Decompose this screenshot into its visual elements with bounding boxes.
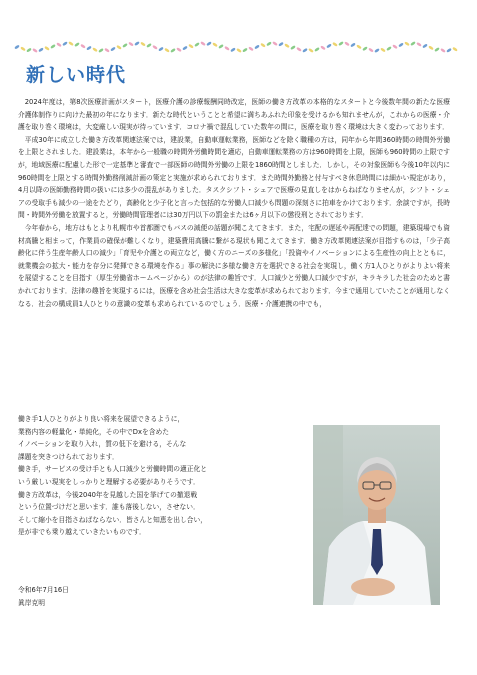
garland-leaf — [422, 43, 428, 48]
garland-leaf — [80, 44, 86, 49]
garland-leaf — [188, 44, 194, 49]
paragraph: 今年春から，地方はもとより札幌市や首都圏でもバスの減便の話題が聞こえてきます．また，宅配の遅延や再配達での問題，建築現場でも資材高騰と相まって，作業員の確保が難しくなり，建築費用高騰に繋がる現状も聞こえてきます．働き方改革関連法案が目指すものは，「少子高齢化に伴う生産年齢人口の減少」「育児や介護との両立など，働く方のニーズの多様化」「投資やイノベーションによる生産性の向上とともに，就業機会の拡大・能力を存分に発揮できる環境を作る」事の解決に多様な働き方を選択できる社会を実現し，働く方1人ひとりがよりよい将来を展望することを目指す（厚生労働省ホームページから）のが法律の趣旨です．人口減少と労働人口減少ですが，キラキラした社会のためと書かれております．法律の趣旨を実現するには，医療を含め社会生活は大きな変革が求められております．今まで通用していたことが通用しなくなる．社会の構成員1人ひとりの意識の変革も求められているのでしょう．医療・介護連携の中でも， — [18, 223, 450, 308]
garland-leaf — [98, 48, 104, 53]
garland-leaf — [332, 42, 338, 47]
garland-leaf — [392, 44, 398, 49]
garland-leaf — [446, 48, 452, 53]
garland-leaf — [182, 46, 188, 51]
garland-leaf — [344, 41, 350, 46]
garland-leaf — [20, 46, 26, 51]
garland-leaf — [212, 42, 218, 47]
garland-leaf — [206, 41, 212, 46]
text-line: 是が非でも乗り越えていきたいものです． — [18, 528, 146, 537]
paragraph: 2024年度は，第8次医療計画がスタート，医療介護の診療報酬同時改定，医師の働き方改革の本格的なスタートと今後数年間の新たな医療介護体制作りに向けた最初の年になります．新たな時代ということと希望に満ちあふれた印象を受けるかも知れませんが，これからの医療・介護を取り巻く環境は，大変厳しい現実が待っています．コロナ禍で混乱していた数年の間に，医療を取り巻く環境は大きく変わっております． — [18, 98, 450, 132]
garland-leaf — [242, 48, 248, 53]
garland-leaf — [440, 48, 446, 53]
garland-leaf — [356, 44, 362, 49]
garland-leaf — [296, 47, 302, 52]
garland-leaf — [308, 48, 314, 53]
garland-leaf — [278, 42, 284, 47]
garland-leaf — [56, 42, 62, 47]
garland-leaf — [32, 48, 38, 53]
text-line: 課題を突きつけられております． — [18, 452, 119, 461]
garland-leaf — [140, 41, 146, 46]
garland-leaf — [452, 47, 458, 52]
garland-leaf — [26, 48, 32, 53]
main-article — [18, 96, 450, 310]
garland-leaf — [434, 47, 440, 52]
garland-leaf — [224, 46, 230, 51]
decorative-garland — [14, 40, 460, 54]
text-line: 働き方改革は，今後2040年を見越した国を挙げての撤退戦 — [18, 490, 198, 499]
garland-leaf — [218, 44, 224, 49]
garland-leaf — [92, 47, 98, 52]
garland-leaf — [386, 46, 392, 51]
garland-leaf — [416, 42, 422, 47]
garland-leaf — [398, 42, 404, 47]
garland-leaf — [110, 46, 116, 51]
signature-date: 令和6年7月16日 — [18, 586, 69, 594]
garland-leaf — [50, 44, 56, 49]
garland-leaf — [338, 41, 344, 46]
author-photo — [313, 425, 440, 605]
paragraph: 平成30年に成立した働き方改革関連法案では，建設業，自動車運転業務，医師などを除く職種の方は，同年から年間360時間の時間外労働を上限とされました．建設業は，本年から一般職の時間外労働時間を適応，自動車運転業務の方は960時間を上限，医師も960時間の上限ですが，地域医療に配慮した形で一定基準と審査で一部医師の時間外労働の上限を1860時間としました．しかし，その対象医師も今後10年以内に960時間を上限とする時間外勤務削減計画の策定と実施が求められております．また時間外勤務と付与すべき休息時間には細かい規定があり，4月以降の医師勤務時間の扱いには多少の混乱がありました．タスクシフト・シェアで医療の見直しをはからねばなりませんが，シフト・シェアの受取手も減少の一途をたどり，高齢化と少子化と言った包括的な労働人口減少も問題の深刻さに拍車をかけております．余談ですが，長時間・時間外労働を放置すると，労働時間管理者には30万円以下の罰金または6ヶ月以下の懲役刑とされております． — [18, 135, 450, 220]
garland-leaf — [248, 46, 254, 51]
text-line: という位置づけだと思います．誰も落後しない，させない． — [18, 503, 200, 512]
text-line: 働き手，サービスの受け手とも人口減少と労働時間の適正化と — [18, 465, 208, 474]
garland-leaf — [68, 41, 74, 46]
garland-leaf — [176, 47, 182, 52]
garland-leaf — [86, 46, 92, 51]
garland-leaf — [284, 43, 290, 48]
garland-leaf — [74, 42, 80, 47]
garland-leaf — [362, 46, 368, 51]
garland-leaf — [122, 43, 128, 48]
garland-leaf — [200, 41, 206, 46]
garland-leaf — [410, 41, 416, 46]
text-line: そして縮小を目指さねばならない．皆さんと知恵を出し合い， — [18, 515, 208, 524]
text-line: 業務内容の軽量化・単純化，その中でDxを含めた — [18, 427, 169, 436]
garland-leaf — [314, 47, 320, 52]
garland-leaf — [272, 41, 278, 46]
signature-name: 眞岸克明 — [18, 598, 46, 607]
garland-leaf — [146, 43, 152, 48]
garland-leaf — [374, 48, 380, 53]
garland-leaf — [14, 44, 20, 49]
garland-leaf — [62, 41, 68, 46]
text-line: いう厳しい現実をしっかりと理解する必要がありそうです． — [18, 477, 200, 486]
garland-leaf — [260, 43, 266, 48]
garland-leaf — [230, 47, 236, 52]
garland-leaf — [44, 46, 50, 51]
garland-leaf — [164, 48, 170, 53]
garland-leaf — [38, 47, 44, 52]
garland-leaf — [152, 45, 158, 50]
garland-leaf — [350, 42, 356, 47]
signature-block — [18, 584, 69, 609]
garland-leaf — [266, 41, 272, 46]
garland-leaf — [380, 47, 386, 52]
garland-leaf — [128, 41, 134, 46]
garland-leaf — [170, 48, 176, 53]
garland-leaf — [104, 48, 110, 53]
garland-leaf — [134, 41, 140, 46]
garland-leaf — [290, 45, 296, 50]
page-title: 新しい時代 — [26, 64, 127, 86]
garland-leaf — [428, 45, 434, 50]
garland-leaf — [326, 43, 332, 48]
text-line: 働き手1人ひとりがより良い将来を展望できるように， — [18, 415, 185, 423]
garland-leaf — [158, 47, 164, 52]
garland-leaf — [320, 45, 326, 50]
text-line: イノベーションを取り入れ，質の低下を避ける，そんな — [18, 440, 187, 449]
garland-leaf — [302, 48, 308, 53]
garland-leaf — [254, 44, 260, 49]
garland-leaf — [404, 41, 410, 46]
garland-leaf — [368, 47, 374, 52]
garland-leaf — [236, 48, 242, 53]
closing-text — [18, 413, 302, 539]
garland-leaf — [116, 45, 122, 50]
garland-leaf — [194, 42, 200, 47]
